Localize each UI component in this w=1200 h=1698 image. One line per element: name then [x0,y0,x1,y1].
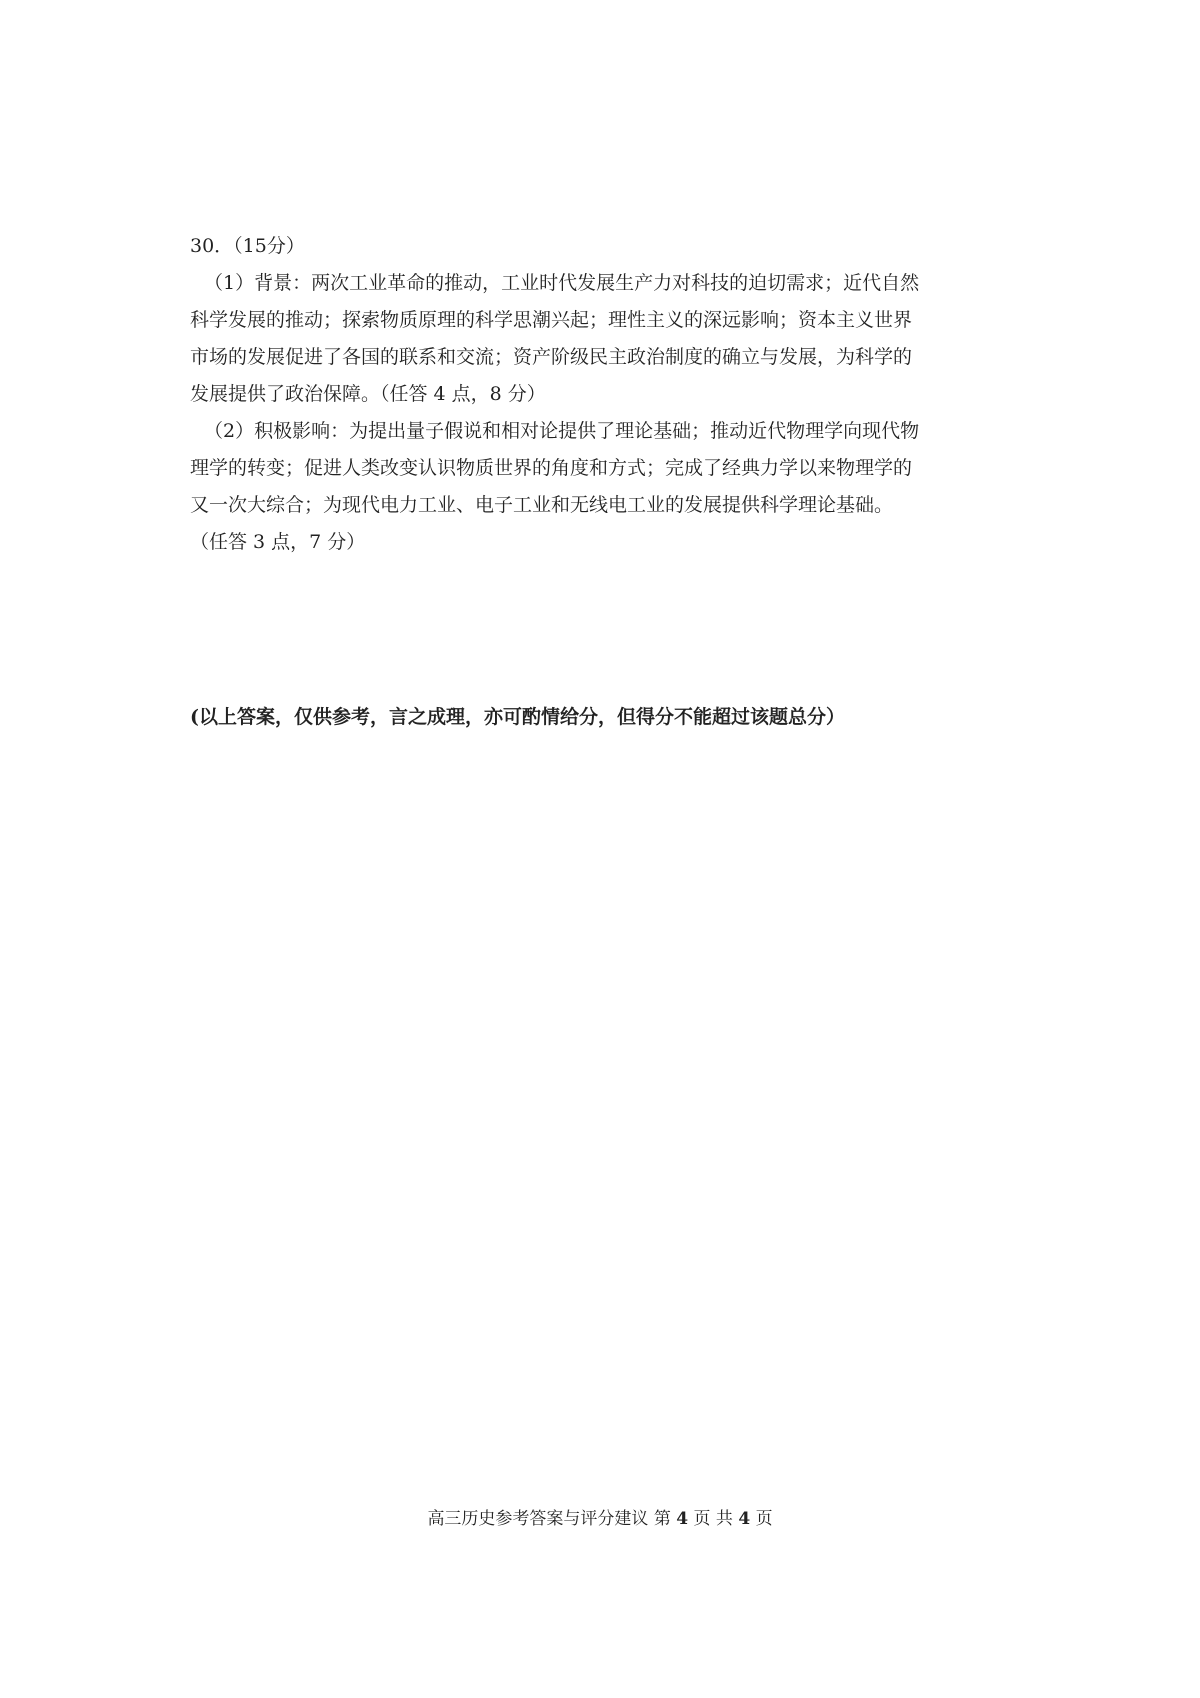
footer-page-mid: 页 共 [693,1509,733,1529]
page-footer [0,1504,1200,1529]
footer-page-prefix: 第 [653,1509,671,1529]
part-1-background [190,265,1020,413]
question-heading: 30．（15分） [190,235,305,257]
part-1-line: 科学发展的推动；探索物质原理的科学思潮兴起；理性主义的深远影响；资本主义世界 [190,309,913,331]
part-1-line: 市场的发展促进了各国的联系和交流；资产阶级民主政治制度的确立与发展，为科学的 [190,346,913,368]
footer-page-suffix: 页 [755,1509,773,1529]
footer-total-pages: 4 [738,1509,751,1529]
part-2-impact [190,413,1020,561]
part-2-line: 理学的转变；促进人类改变认识物质世界的角度和方式；完成了经典力学以来物理学的 [190,457,913,479]
part-1-line: （1）背景：两次工业革命的推动，工业时代发展生产力对科技的迫切需求；近代自然 [204,272,920,294]
question-30 [190,228,1020,561]
part-1-line: 发展提供了政治保障。（任答 4 点，8 分） [190,383,546,405]
footer-title: 高三历史参考答案与评分建议 [427,1509,649,1529]
part-2-line: （任答 3 点，7 分） [190,531,366,553]
footer-page-number: 4 [676,1509,689,1529]
reference-note: (以上答案，仅供参考，言之成理，亦可酌情给分，但得分不能超过该题总分） [190,706,845,728]
part-2-line: （2）积极影响：为提出量子假说和相对论提供了理论基础；推动近代物理学向现代物 [204,420,920,442]
part-2-line: 又一次大综合；为现代电力工业、电子工业和无线电工业的发展提供科学理论基础。 [190,494,894,516]
